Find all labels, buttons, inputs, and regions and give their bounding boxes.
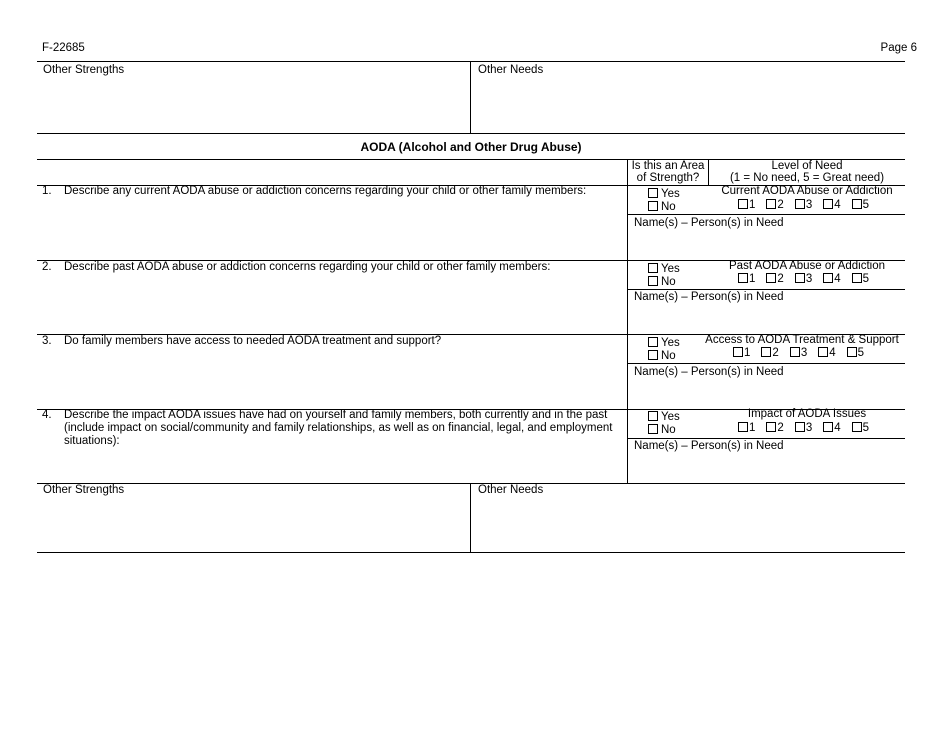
question-4-answer-field[interactable] bbox=[40, 438, 624, 482]
q3-level-5-checkbox[interactable] bbox=[847, 347, 857, 357]
q4-no-checkbox[interactable] bbox=[648, 424, 658, 434]
q4-level-5-checkbox[interactable] bbox=[852, 422, 862, 432]
q3-yes-option[interactable]: Yes bbox=[648, 337, 680, 350]
q3-yes-checkbox[interactable] bbox=[648, 337, 658, 347]
q1-names-field[interactable] bbox=[630, 231, 903, 258]
q3-level-1-checkbox[interactable] bbox=[733, 347, 743, 357]
q1-yes-checkbox[interactable] bbox=[648, 188, 658, 198]
q4-level-options: 1 2 3 4 5 bbox=[738, 422, 880, 434]
q2-level-label: Past AODA Abuse or Addiction bbox=[729, 260, 885, 272]
q4-no-option[interactable]: No bbox=[648, 424, 680, 437]
q4-names-label: Name(s) – Person(s) in Need bbox=[634, 440, 784, 452]
q4-level-3-checkbox[interactable] bbox=[795, 422, 805, 432]
q1-no-checkbox[interactable] bbox=[648, 201, 658, 211]
section-title: AODA (Alcohol and Other Drug Abuse) bbox=[360, 140, 582, 154]
q2-strength-options bbox=[648, 263, 680, 289]
question-2-answer-field[interactable] bbox=[40, 276, 624, 332]
q4-strength-options bbox=[648, 411, 680, 437]
q3-level-2-checkbox[interactable] bbox=[761, 347, 771, 357]
q2-no-checkbox[interactable] bbox=[648, 276, 658, 286]
q3-level-4-checkbox[interactable] bbox=[818, 347, 828, 357]
top-other-needs-label: Other Needs bbox=[478, 64, 544, 76]
q4-yes-option[interactable]: Yes bbox=[648, 411, 680, 424]
q2-yes-checkbox[interactable] bbox=[648, 263, 658, 273]
question-3-answer-field[interactable] bbox=[40, 350, 624, 407]
q3-level-3-checkbox[interactable] bbox=[790, 347, 800, 357]
q2-level-5-checkbox[interactable] bbox=[852, 273, 862, 283]
q1-level-3-checkbox[interactable] bbox=[795, 199, 805, 209]
q1-yes-option[interactable]: Yes bbox=[648, 188, 680, 201]
q4-level-1-checkbox[interactable] bbox=[738, 422, 748, 432]
bottom-other-strengths-label: Other Strengths bbox=[43, 484, 125, 496]
q2-names-field[interactable] bbox=[630, 305, 903, 332]
strength-column-header: Is this an Area of Strength? bbox=[631, 160, 705, 184]
q4-yes-checkbox[interactable] bbox=[648, 411, 658, 421]
q2-no-option[interactable]: No bbox=[648, 276, 680, 289]
q1-names-label: Name(s) – Person(s) in Need bbox=[634, 217, 784, 229]
q2-names-label: Name(s) – Person(s) in Need bbox=[634, 291, 784, 303]
q3-no-checkbox[interactable] bbox=[648, 350, 658, 360]
q2-level-4-checkbox[interactable] bbox=[823, 273, 833, 283]
top-other-needs-field[interactable] bbox=[473, 80, 903, 132]
bottom-other-needs-label: Other Needs bbox=[478, 484, 544, 496]
q4-names-field[interactable] bbox=[630, 454, 903, 482]
q3-no-option[interactable]: No bbox=[648, 350, 680, 363]
q1-no-option[interactable]: No bbox=[648, 201, 680, 214]
q3-level-label: Access to AODA Treatment & Support bbox=[705, 334, 899, 346]
level-column-header: Level of Need (1 = No need, 5 = Great need) bbox=[729, 160, 885, 184]
bottom-other-strengths-field[interactable] bbox=[38, 500, 468, 551]
top-other-strengths-field[interactable] bbox=[38, 80, 468, 132]
top-other-strengths-label: Other Strengths bbox=[43, 64, 125, 76]
q4-level-label: Impact of AODA Issues bbox=[747, 408, 867, 420]
q2-yes-option[interactable]: Yes bbox=[648, 263, 680, 276]
q1-level-4-checkbox[interactable] bbox=[823, 199, 833, 209]
q1-level-options: 1 2 3 4 5 bbox=[738, 199, 880, 211]
q4-level-2-checkbox[interactable] bbox=[766, 422, 776, 432]
q3-names-field[interactable] bbox=[630, 380, 903, 407]
q2-level-1-checkbox[interactable] bbox=[738, 273, 748, 283]
page-number: Page 6 bbox=[880, 42, 917, 54]
q2-level-options: 1 2 3 4 5 bbox=[738, 273, 880, 285]
q1-level-1-checkbox[interactable] bbox=[738, 199, 748, 209]
q1-level-label: Current AODA Abuse or Addiction bbox=[721, 185, 893, 197]
q4-level-4-checkbox[interactable] bbox=[823, 422, 833, 432]
q1-level-2-checkbox[interactable] bbox=[766, 199, 776, 209]
q2-level-2-checkbox[interactable] bbox=[766, 273, 776, 283]
q3-names-label: Name(s) – Person(s) in Need bbox=[634, 366, 784, 378]
q3-strength-options bbox=[648, 337, 680, 363]
bottom-other-needs-field[interactable] bbox=[473, 500, 903, 551]
question-1-answer-field[interactable] bbox=[40, 200, 624, 258]
form-number: F-22685 bbox=[42, 42, 85, 54]
q1-level-5-checkbox[interactable] bbox=[852, 199, 862, 209]
q2-level-3-checkbox[interactable] bbox=[795, 273, 805, 283]
q1-strength-options bbox=[648, 188, 680, 214]
q3-level-options: 1 2 3 4 5 bbox=[733, 347, 875, 359]
